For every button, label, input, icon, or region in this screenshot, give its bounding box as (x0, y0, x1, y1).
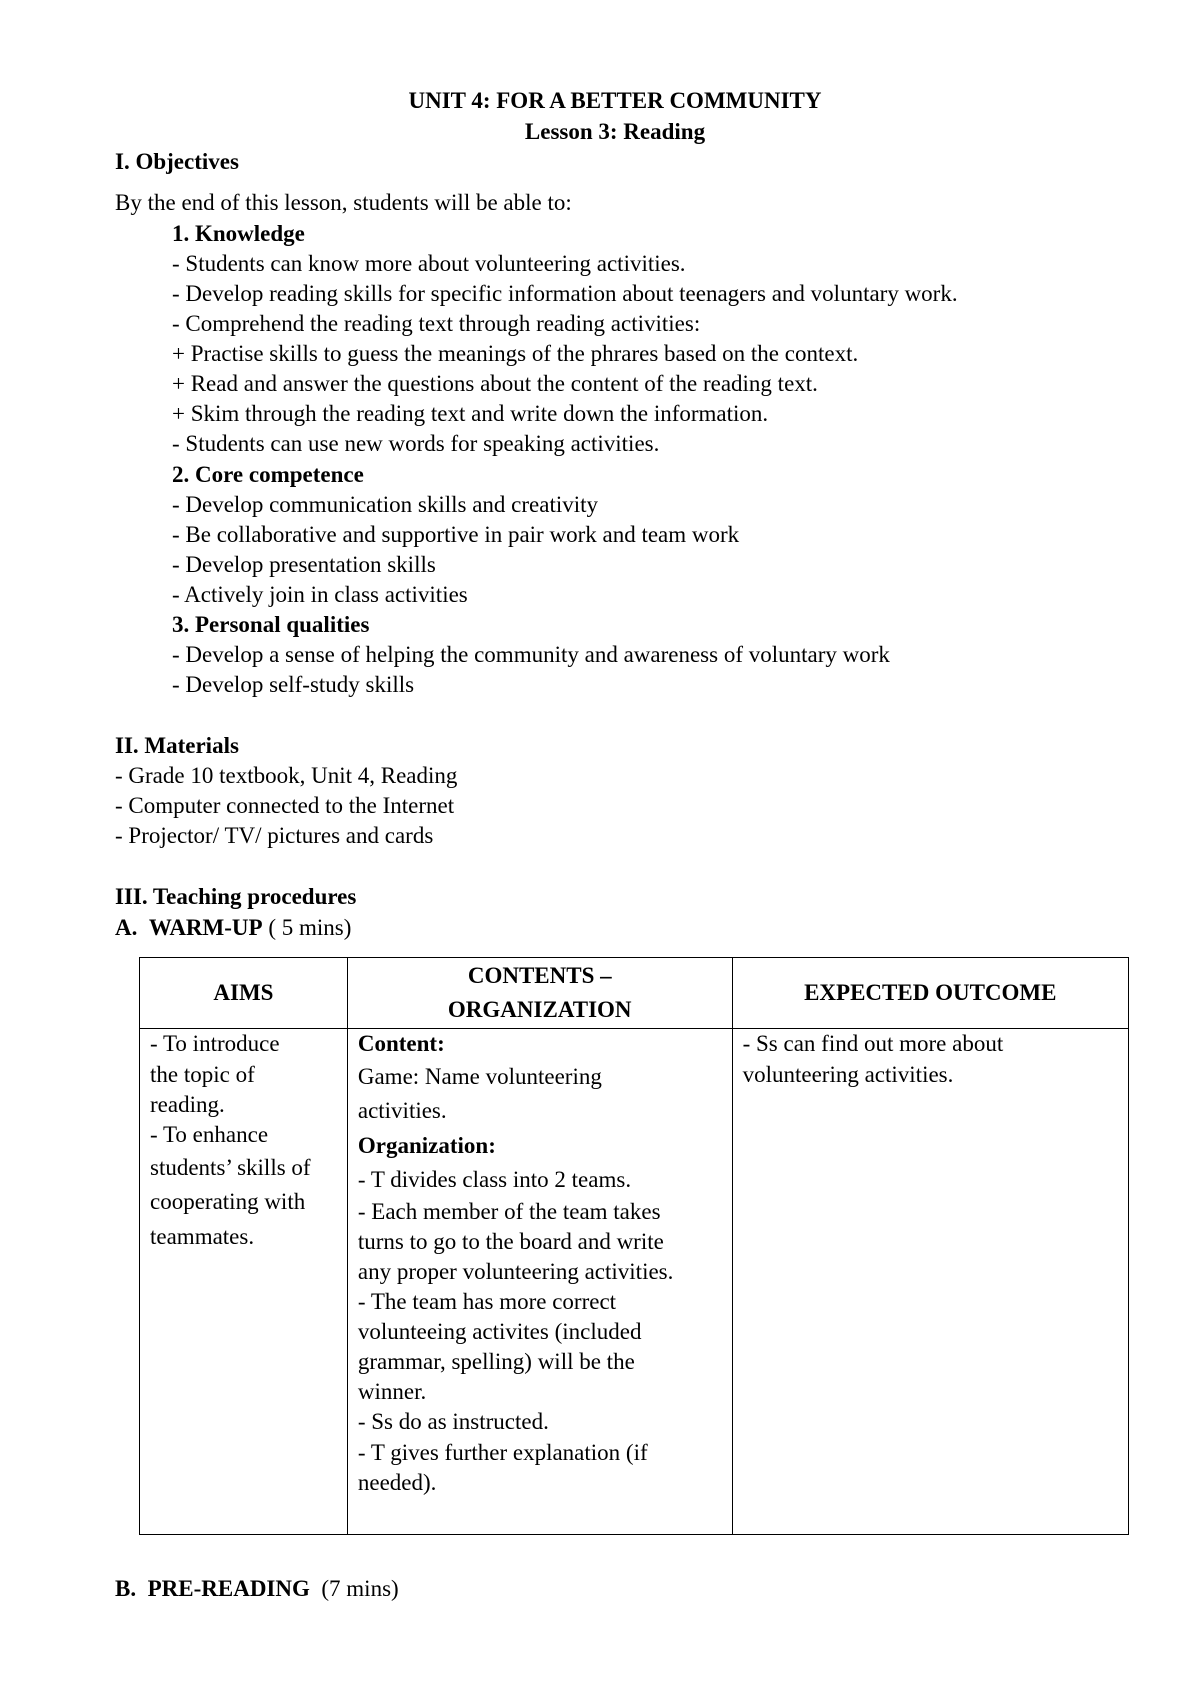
unit-title: UNIT 4: FOR A BETTER COMMUNITY (408, 88, 822, 113)
contents-organization-cell (347, 1029, 732, 1535)
warmup-letter: A. (115, 915, 138, 940)
procedures-heading: III. Teaching procedures (115, 884, 357, 909)
core-competence-heading: 2. Core competence (172, 462, 364, 487)
knowledge-item: - Students can know more about volunteering activities. (172, 251, 686, 276)
objectives-intro: By the end of this lesson, students will be able to: (115, 190, 572, 215)
warmup-title: WARM-UP (148, 915, 263, 940)
materials-item: - Grade 10 textbook, Unit 4, Reading (115, 763, 458, 788)
organization-line: any proper volunteering activities. (357, 1259, 674, 1284)
organization-line: - Each member of the team takes (357, 1199, 661, 1224)
core-competence-item: - Develop presentation skills (172, 552, 436, 577)
knowledge-heading: 1. Knowledge (172, 221, 305, 246)
knowledge-item: + Skim through the reading text and write down the information. (172, 401, 769, 426)
knowledge-item: - Comprehend the reading text through reading activities: (172, 311, 701, 336)
organization-line: winner. (357, 1379, 427, 1404)
warmup-heading (115, 913, 351, 943)
table-row (140, 1029, 1129, 1535)
aims-cell (140, 1029, 348, 1535)
organization-line: - The team has more correct (357, 1289, 617, 1314)
warmup-table (139, 957, 1129, 1535)
knowledge-item: - Develop reading skills for specific information about teenagers and voluntary work. (172, 281, 958, 306)
prereading-title: PRE-READING (147, 1576, 310, 1601)
organization-line: turns to go to the board and write (357, 1229, 664, 1254)
outcome-line: volunteering activities. (742, 1062, 954, 1087)
prereading-letter: B. (115, 1576, 137, 1601)
knowledge-item: + Practise skills to guess the meanings of the phrares based on the context. (172, 341, 859, 366)
personal-qualities-item: - Develop a sense of helping the community and awareness of voluntary work (172, 642, 890, 667)
organization-line: needed). (357, 1470, 437, 1495)
expected-outcome-cell (732, 1029, 1128, 1535)
aims-line: teammates. (150, 1224, 255, 1249)
organization-label: Organization: (357, 1133, 496, 1158)
organization-line: grammar, spelling) will be the (357, 1349, 635, 1374)
materials-item: - Computer connected to the Internet (115, 793, 455, 818)
knowledge-item: + Read and answer the questions about the content of the reading text. (172, 371, 818, 396)
organization-header-line: ORGANIZATION (447, 997, 632, 1022)
core-competence-item: - Develop communication skills and creativity (172, 492, 599, 517)
aims-line: reading. (150, 1092, 225, 1117)
table-header-row (140, 958, 1129, 1029)
personal-qualities-item: - Develop self-study skills (172, 672, 415, 697)
prereading-heading (115, 1574, 399, 1604)
content-label: Content: (357, 1031, 445, 1056)
core-competence-item: - Actively join in class activities (172, 582, 468, 607)
expected-outcome-header: EXPECTED OUTCOME (732, 958, 1128, 1029)
organization-line: - T divides class into 2 teams. (357, 1167, 632, 1192)
organization-line: - Ss do as instructed. (357, 1409, 549, 1434)
aims-line: - To enhance (150, 1122, 269, 1147)
organization-line: volunteeing activites (included (357, 1319, 642, 1344)
content-line: Game: Name volunteering (357, 1064, 602, 1089)
lesson-title: Lesson 3: Reading (524, 119, 706, 144)
personal-qualities-heading: 3. Personal qualities (172, 612, 370, 637)
aims-line: - To introduce (150, 1031, 280, 1056)
aims-line: cooperating with (150, 1189, 306, 1214)
core-competence-item: - Be collaborative and supportive in pair work and team work (172, 522, 740, 547)
content-line: activities. (357, 1098, 447, 1123)
materials-heading: II. Materials (115, 733, 239, 758)
materials-item: - Projector/ TV/ pictures and cards (115, 823, 434, 848)
objectives-heading: I. Objectives (115, 149, 239, 174)
contents-organization-header (347, 958, 732, 1029)
outcome-line: - Ss can find out more about (742, 1031, 1004, 1056)
contents-header-line: CONTENTS – (467, 963, 612, 988)
aims-line: the topic of (150, 1062, 255, 1087)
warmup-duration: ( 5 mins) (262, 915, 352, 940)
prereading-duration: (7 mins) (309, 1576, 399, 1601)
aims-header: AIMS (140, 958, 348, 1029)
knowledge-item: - Students can use new words for speaking activities. (172, 431, 660, 456)
aims-line: students’ skills of (150, 1155, 311, 1180)
organization-line: - T gives further explanation (if (357, 1440, 648, 1465)
